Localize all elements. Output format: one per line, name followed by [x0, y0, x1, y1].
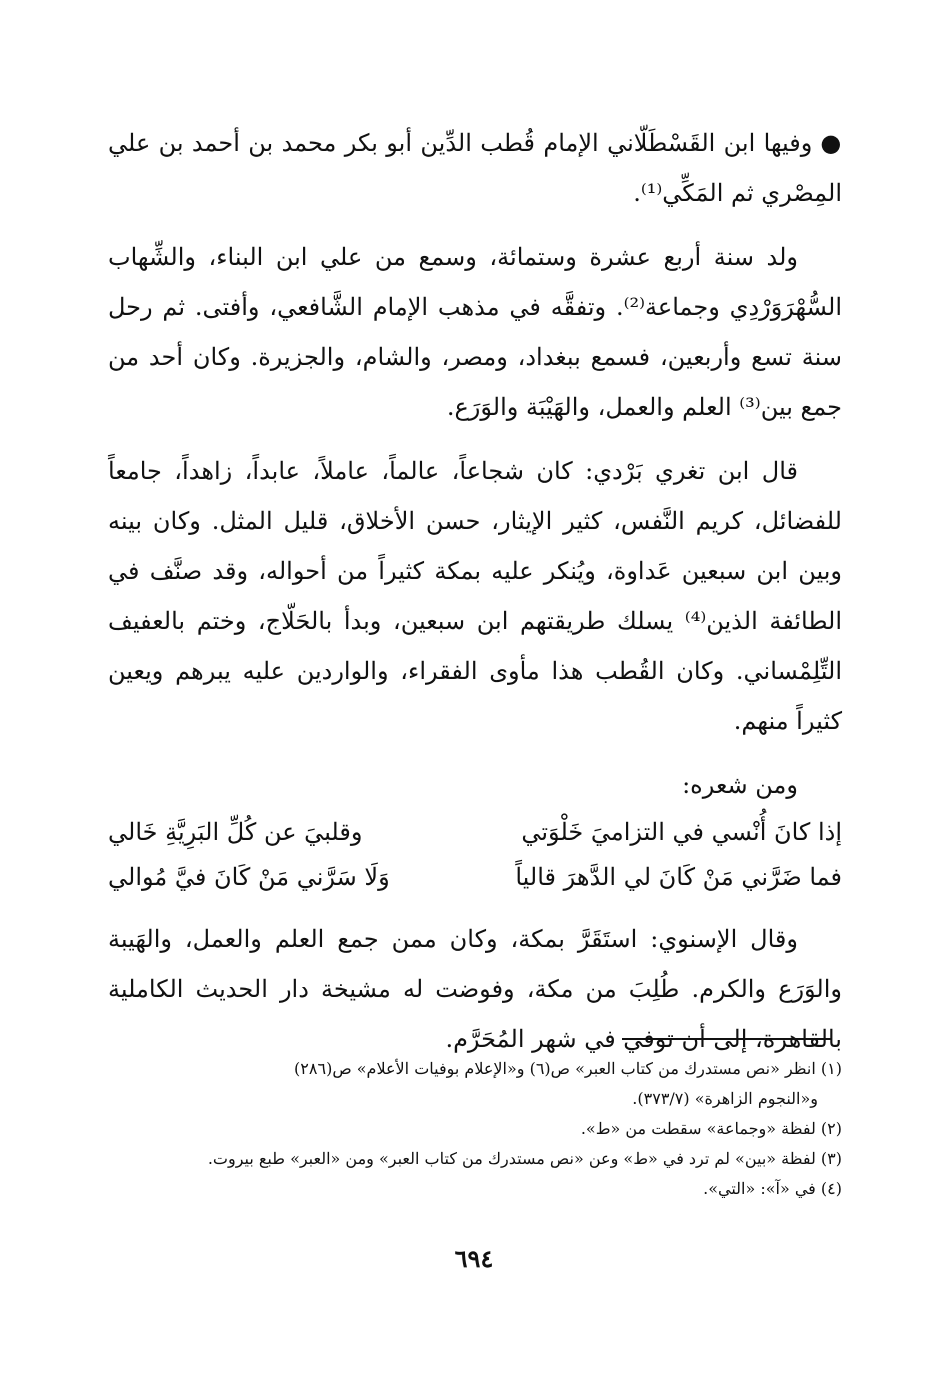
footnote-1: (١) انظر «نص مستدرك من كتاب العبر» ص(٦) و«الإعلام بوفيات الأعلام» ص(٢٨٦): [294, 1059, 842, 1078]
verse-first-hemistich: فما ضَرَّني مَنْ كَانَ لي الدَّهرَ قالياً: [515, 863, 842, 891]
verse-second-hemistich: وَلَا سَرَّني مَنْ كَانَ فيَّ مُوالي: [108, 863, 390, 891]
footnote-4: (٤) في «آ»: «التي».: [703, 1179, 842, 1198]
poem-verse: [108, 855, 842, 900]
poem-verse: [108, 810, 842, 855]
paragraph-ibn-qastallani: [108, 118, 842, 218]
footnote-divider: [622, 1038, 832, 1040]
paragraph-isnawi: وقال الإسنوي: استَقَرَّ بمكة، وكان ممن جمع العلم والعمل، والهَيبة والوَرَع والكرم. طُلِبَ من مكة، وفوضت له مشيخة دار الحديث الكاملية بالقاهرة، إلى أن توفي في شهر المُحَرَّم.: [108, 925, 842, 1053]
footnote-3: (٣) لفظة «بين» لم ترد في «ط» وعن «نص مستدرك من كتاب العبر» ومن «العبر» طبع بيروت.: [207, 1149, 842, 1168]
footnotes: [108, 1054, 842, 1204]
bullet-icon: ●: [820, 129, 842, 157]
paragraph-biography: ولد سنة أربع عشرة وستمائة، وسمع من علي ابن البناء، والشِّهاب السُّهْرَوَرْدِي وجماعة⁽²⁾. وتفقَّه في مذهب الإمام الشَّافعي، وأفتى. ثم رحل سنة تسع وأربعين، فسمع ببغداد، ومصر، والشام، والجزيرة. وكان أحد من جمع بين⁽³⁾ العلم والعمل، والهَيْبَة والوَرَع.: [108, 243, 842, 421]
main-text: [108, 118, 842, 1064]
page-number: ٦٩٤: [454, 1244, 494, 1273]
paragraph-text: وفيها ابن القَسْطَلّاني الإمام قُطب الدِّين أبو بكر محمد بن أحمد بن علي المِصْري ثم المَكِّي⁽¹⁾.: [108, 129, 842, 207]
paragraph-ibn-taghri-birdi: قال ابن تغري بَرْدي: كان شجاعاً، عالماً، عاملاً، عابداً، زاهداً، جامعاً للفضائل، كريم النَّفس، كثير الإيثار، حسن الأخلاق، قليل المثل. وكان بينه وبين ابن سبعين عَداوة، ويُنكر عليه بمكة كثيراً من أحواله، وقد صنَّف في الطائفة الذين⁽⁴⁾ يسلك طريقتهم ابن سبعين، وبدأ بالحَلّاج، وختم بالعفيف التِّلِمْساني. وكان القُطب هذا مأوى الفقراء، والواردين عليه يبرهم ويعين كثيراً منهم.: [108, 457, 843, 735]
verse-second-hemistich: وقلبيَ عن كُلِّ البَرِيَّةِ خَالي: [108, 818, 363, 846]
footnote-1-continuation: و«النجوم الزاهرة» (٣٧٣/٧).: [632, 1089, 818, 1108]
poem: [108, 810, 842, 900]
footnote-2: (٢) لفظة «وجماعة» سقطت من «ط».: [580, 1119, 842, 1138]
verse-first-hemistich: إذا كانَ أُنْسي في التزاميَ خَلْوَتي: [521, 818, 842, 846]
poem-intro: ومن شعره:: [682, 771, 798, 799]
